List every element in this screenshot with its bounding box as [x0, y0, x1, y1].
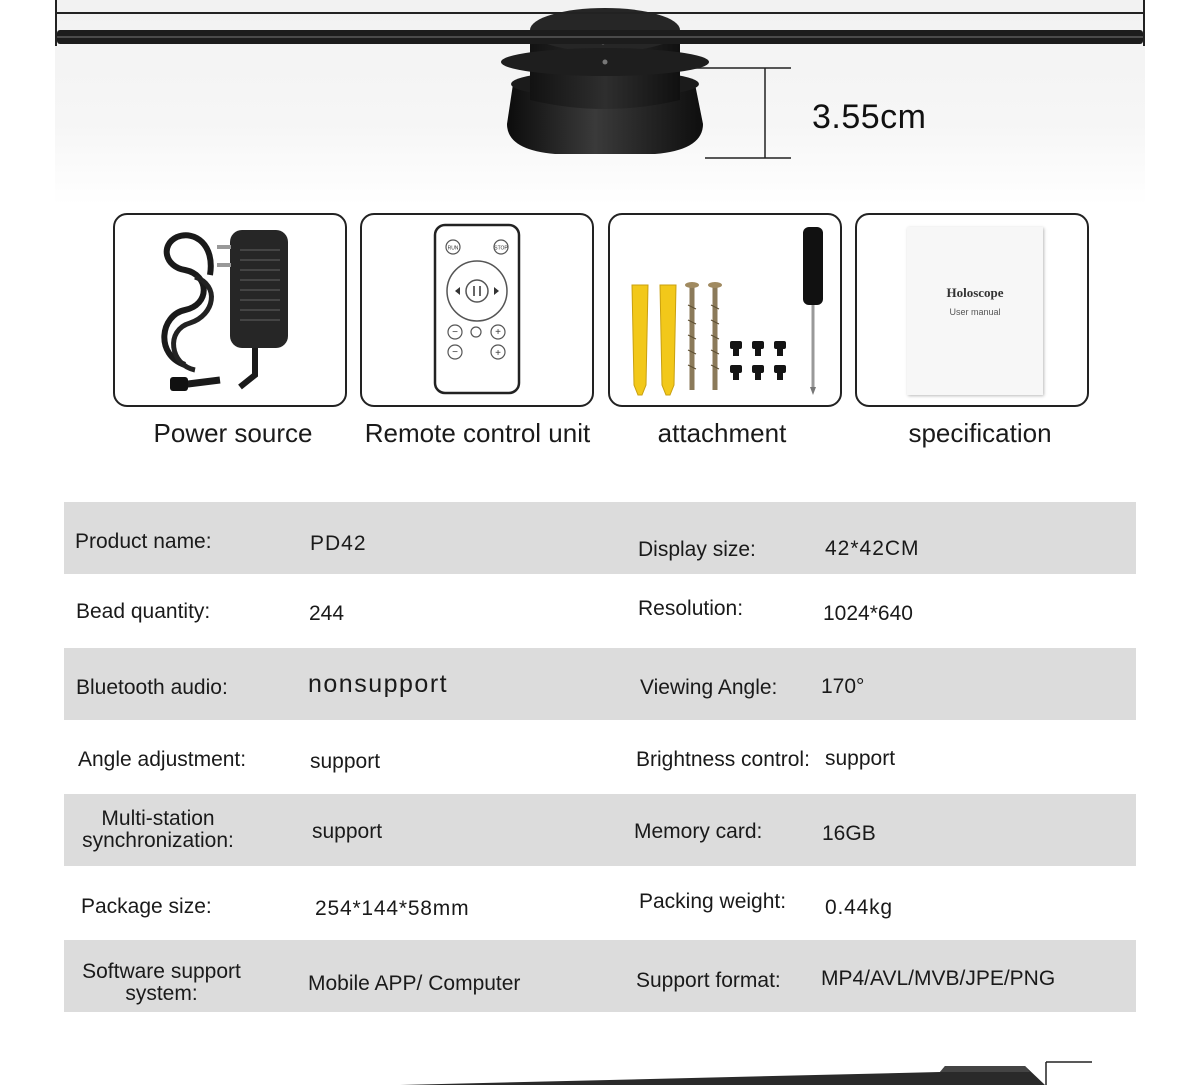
- height-dimension-label: 3.55cm: [812, 98, 927, 136]
- accessory-card-attachment: [608, 213, 842, 407]
- spec-value-bead-quantity: 244: [309, 602, 345, 625]
- spec-label-package-size: Package size:: [81, 895, 212, 918]
- accessory-card-specification: [855, 213, 1089, 407]
- spec-row: [64, 502, 1136, 574]
- spec-label-multi-station-line2: synchronization:: [82, 829, 234, 852]
- spec-label-viewing-angle: Viewing Angle:: [640, 676, 778, 699]
- spec-value-multi-station-sync: support: [312, 820, 383, 843]
- spec-value-resolution: 1024*640: [823, 602, 913, 625]
- accessory-card-remote: [360, 213, 594, 407]
- spec-value-support-format: MP4/AVL/MVB/JPE/PNG: [821, 967, 1056, 990]
- remote-control-icon: [362, 215, 592, 405]
- spec-value-package-size: 254*144*58mm: [315, 897, 470, 920]
- spec-value-memory-card: 16GB: [822, 822, 876, 845]
- spec-row: [64, 940, 1136, 1012]
- remote-run-text: RUN: [447, 245, 459, 252]
- spec-row: [64, 722, 1136, 794]
- svg-text:+: +: [495, 348, 501, 359]
- screws-anchors-icon: [610, 215, 840, 405]
- spec-value-bluetooth-audio: nonsupport: [308, 670, 449, 698]
- svg-text:−: −: [452, 327, 458, 338]
- spec-label-software-line1: Software support: [82, 960, 241, 983]
- svg-text:−: −: [452, 347, 458, 358]
- spec-value-brightness-control: support: [825, 747, 896, 770]
- accessory-label-remote: Remote control unit: [364, 418, 591, 448]
- accessory-label-specification: specification: [908, 418, 1052, 448]
- spec-label-support-format: Support format:: [636, 969, 781, 992]
- power-adapter-icon: [115, 215, 345, 405]
- hologram-fan-side-illustration: [55, 0, 1145, 205]
- bottom-product-edge: [0, 1060, 1200, 1085]
- spec-label-multi-station-sync: [74, 808, 242, 852]
- spec-label-packing-weight: Packing weight:: [639, 890, 787, 913]
- spec-label-resolution: Resolution:: [638, 597, 744, 620]
- svg-text:+: +: [495, 327, 501, 338]
- accessory-label-power-source: Power source: [153, 418, 313, 448]
- spec-value-viewing-angle: 170°: [821, 675, 865, 698]
- accessory-card-power-source: [113, 213, 347, 407]
- frame-left-edge: [55, 0, 57, 46]
- spec-row: [64, 866, 1136, 938]
- spec-label-bluetooth-audio: Bluetooth audio:: [76, 676, 228, 699]
- spec-label-angle-adjustment: Angle adjustment:: [78, 748, 247, 771]
- spec-row: [64, 794, 1136, 866]
- spec-value-software-support: Mobile APP/ Computer: [308, 972, 521, 995]
- frame-top-line: [55, 12, 1145, 14]
- spec-label-software-line2: system:: [125, 982, 198, 1005]
- spec-label-bead-quantity: Bead quantity:: [76, 600, 211, 623]
- spec-value-display-size: 42*42CM: [825, 537, 920, 560]
- spec-value-product-name: PD42: [310, 532, 367, 555]
- manual-brand: Holoscope: [946, 285, 1004, 300]
- spec-label-display-size: Display size:: [638, 538, 756, 561]
- spec-label-software-support: [74, 961, 249, 1005]
- spec-row: [64, 574, 1136, 646]
- product-side-view: [55, 0, 1145, 205]
- spec-row: [64, 648, 1136, 720]
- accessory-label-attachment: attachment: [657, 418, 787, 448]
- spec-label-brightness-control: Brightness control:: [636, 748, 810, 771]
- spec-value-packing-weight: 0.44kg: [825, 896, 893, 919]
- user-manual-icon: [907, 227, 1043, 395]
- spec-label-memory-card: Memory card:: [634, 820, 763, 843]
- remote-stop-text: STOP: [494, 245, 508, 252]
- spec-label-multi-station-line1: Multi-station: [101, 807, 215, 830]
- spec-value-angle-adjustment: support: [310, 750, 381, 773]
- spec-label-product-name: Product name:: [75, 530, 212, 553]
- manual-subtitle: User manual: [949, 307, 1001, 317]
- frame-right-edge: [1143, 0, 1145, 46]
